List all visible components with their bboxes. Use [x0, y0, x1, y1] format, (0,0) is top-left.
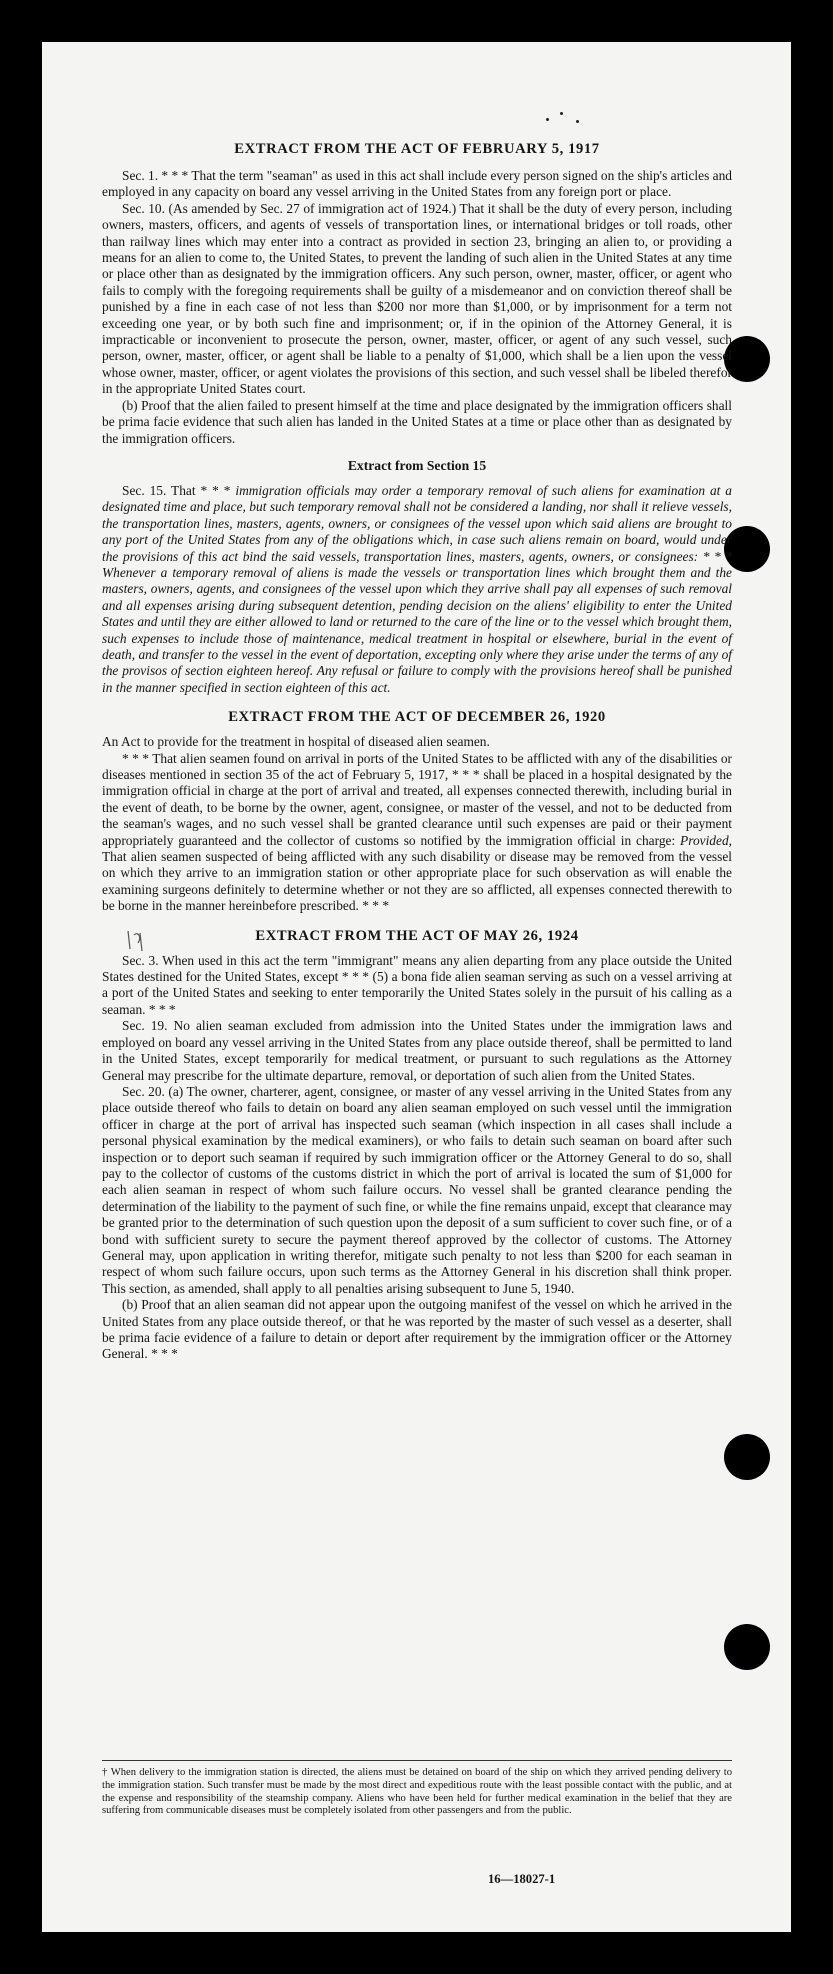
paragraph-1924-sec20b: (b) Proof that an alien seaman did not appear upon the outgoing manifest of the vessel on which he arrived in the United States from any place outside thereof, or that he was reported by the master of such vessel as a deserter, shall be prima facie evidence of a failure to detain or deport after requirement by the immigration officer or the Attorney General. * * * — [102, 1297, 732, 1362]
body-1920-b: That alien seamen suspected of being afflicted with any such disability or disease may be removed from the vessel on which they arrive to an immigration station or other appropriate place for such observation as will enable the examining surgeons definitely to determine whether or not they are so afflicted, all expenses connected therewith to be borne in the manner hereinbefore prescribed. * * * — [102, 849, 732, 914]
footnote-rule — [102, 1760, 732, 1761]
paragraph-sec15 — [102, 483, 732, 696]
paragraph-1917-sec1: Sec. 1. * * * That the term "seaman" as used in this act shall include every person signed on the ship's articles and employed in any capacity on board any vessel arriving in the United States from any foreign port or place. — [102, 168, 732, 200]
heading-act-1917: EXTRACT FROM THE ACT OF FEBRUARY 5, 1917 — [234, 141, 600, 157]
heading-act-1920: EXTRACT FROM THE ACT OF DECEMBER 26, 1920 — [228, 709, 606, 726]
paragraph-1920-body — [102, 751, 732, 915]
provided-word: Provided, — [680, 832, 732, 848]
footnote — [102, 1767, 732, 1818]
paragraph-1917-sec10b: (b) Proof that the alien failed to present himself at the time and place designated by the immigration officers shall be prima facie evidence that such alien has landed in the United States at a time or place other than as designated by the immigration officers. — [102, 397, 732, 446]
footnote-text: † When delivery to the immigration station is directed, the aliens must be detained on board of the ship on which they arrived pending delivery to the immigration station. Such transfer must be made by the most direct and expeditious route with the least possible contact with the public, and at the expense and responsibility of the steamship company. Aliens who have been held for further medical examination in the belief that they are suffering from communicable diseases must be completely isolated from other passengers and from the public. — [102, 1767, 732, 1817]
heading-section-15: Extract from Section 15 — [347, 457, 487, 473]
heading-act-1924: EXTRACT FROM THE ACT OF MAY 26, 1924 — [255, 927, 579, 944]
document-body — [102, 140, 732, 1363]
sec15-lead: Sec. 15. That * * * — [122, 482, 231, 498]
sec15-body: immigration officials may order a temporary removal of such aliens for examination at a designated time and place, but such temporary removal shall not be considered a landing, nor shall it relieve vessels, the transportation lines, masters, agents, owners, or consignees of the vessel upon which said aliens are brought to any port of the United States from any of the obligations which, in case such aliens remain on board, would under the provisions of this act bind the said vessels, transportation lines, masters, agents, owners, or consignees: * * * Whenever a temporary removal of aliens is made the vessels or transportation lines which brought them and the masters, owners, agents, and consignees of the vessel upon which they arrive shall pay all expenses of such removal and all expenses arising during subsequent detention, pending decision on the aliens' eligibility to enter the United States and until they are either allowed to land or returned to the care of the line or to the vessel which brought them, such expenses to include those of maintenance, medical treatment in hospital or elsewhere, burial in the event of death, and transfer to the vessel in the event of deportation, excepting only where they arise under the terms of any of the provisos of section eighteen hereof. Any refusal or failure to comply with the provisions hereof shall be punished in the manner specified in section eighteen of this act. — [102, 482, 732, 695]
paragraph-1917-sec10: Sec. 10. (As amended by Sec. 27 of immigration act of 1924.) That it shall be the duty of every person, including owners, masters, officers, and agents of vessels of transportation lines, or international bridges or toll roads, other than railway lines which may enter into a contract as provided in section 23, bringing an alien to, or providing a means for an alien to come to, the United States, to prevent the landing of such alien in the United States at any time or place other than as designated by the immigration officers. Any such person, owner, master, officer, or agent who fails to comply with the foregoing requirements shall be guilty of a misdemeanor and on conviction thereof shall be punished by a fine in each case of not less than $200 nor more than $1,000, or by imprisonment for a term not exceeding one year, or by both such fine and imprisonment; or, if in the opinion of the Attorney General, it is impracticable or inconvenient to prosecute the person, owner, master, officer, or agent of any such vessel, such person, owner, master, officer, or agent shall be liable to a penalty of $1,000, which shall be a lien upon the vessel whose owner, master, officer, or agent violates the provisions of this section, and such vessel shall be libeled therefor in the appropriate United States court. — [102, 200, 732, 397]
paragraph-1924-sec3: Sec. 3. When used in this act the term "immigrant" means any alien departing from any place outside the United States destined for the United States, except * * * (5) a bona fide alien seaman serving as such on a vessel arriving at a port of the United States and seeking to enter temporarily the United States solely in the pursuit of his calling as a seaman. * * * — [102, 952, 732, 1017]
paragraph-1924-sec19: Sec. 19. No alien seaman excluded from admission into the United States under the immigration laws and employed on board any vessel arriving in the United States from any place outside thereof, shall be permitted to land in the United States, except temporarily for medical treatment, or pursuant to such regulations as the Attorney General may prescribe for the ultimate departure, removal, or deportation of such alien from the United States. — [102, 1018, 732, 1083]
punch-hole — [724, 1434, 770, 1480]
punch-hole — [724, 1624, 770, 1670]
paragraph-1920-title: An Act to provide for the treatment in hospital of diseased alien seamen. — [102, 734, 490, 750]
document-page — [42, 42, 791, 1932]
speck-marks — [542, 108, 592, 128]
form-number: 16—18027-1 — [488, 1872, 556, 1886]
body-1920-a: * * * That alien seamen found on arrival in ports of the United States to be afflicted with any of the disabilities or diseases mentioned in section 35 of the act of February 5, 1917, * * * shall be placed in a hospital designated by the immigration official in charge at the port of arrival and treated, all expenses connected therewith, including burial in the event of death, to be borne by the owner, agent, consignee, or master of the vessel, and not to be deducted from the seaman's wages, and no such vessel shall be granted clearance until such expenses are paid or their payment appropriately guaranteed and the collector of customs so notified by the immigration official in charge: — [102, 750, 732, 848]
paragraph-1924-sec20: Sec. 20. (a) The owner, charterer, agent, consignee, or master of any vessel arriving in the United States from any place outside thereof who fails to detain on board any alien seaman employed on such vessel until the immigration officer in charge at the port of arrival has inspected such seaman (which inspection in all cases shall include a personal physical examination by the medical examiners), or who fails to detain such seaman on board after such inspection or to deport such seaman if required by such immigration officer or the Attorney General to do so, shall pay to the collector of customs of the customs district in which the port of arrival is located the sum of $1,000 for each alien seaman in respect of whom such failure occurs. No vessel shall be granted clearance pending the determination of the liability to the payment of such fine, or while the fine remains unpaid, except that clearance may be granted prior to the determination of such question upon the deposit of a sum sufficient to cover such fine, or of a bond with sufficient surety to secure the payment thereof approved by the collector of customs. The Attorney General may, upon application in writing therefor, mitigate such penalty to not less than $200 for each seaman in respect of whom such failure occurs, upon such terms as the Attorney General in his discretion shall think proper. This section, as amended, shall apply to all penalties arising subsequent to June 5, 1940. — [102, 1083, 732, 1296]
